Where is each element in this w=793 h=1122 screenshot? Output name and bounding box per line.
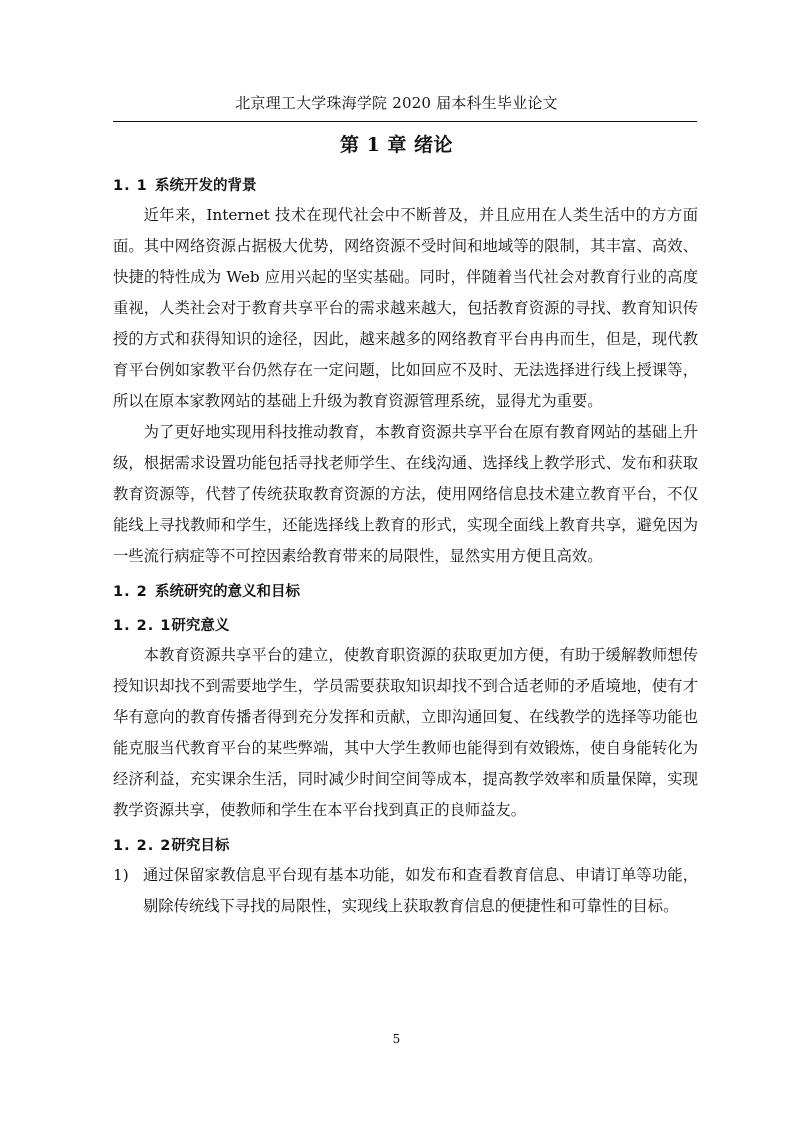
section-heading-1-2 xyxy=(113,578,698,606)
running-header: 北京理工大学珠海学院 2020 届本科生毕业论文 xyxy=(235,94,558,112)
subsection-heading-1-2-1 xyxy=(113,612,698,640)
header-divider xyxy=(113,121,697,122)
body-paragraph: 近年来，Internet 技术在现代社会中不断普及，并且应用在人类生活中的方方面面。其中网络资源占据极大优势，网络资源不受时间和地域等的限制，其丰富、高效、快捷的特性成为 Web 应用兴起的坚实基础。同时，伴随着当代社会对教育行业的高度重视，人类社会对于教育共享平台的需求越来越大，包括教育资源的寻找、教育知识传授的方式和获得知识的途径，因此，越来越多的网络教育平台冉冉而生，但是，现代教育平台例如家教平台仍然存在一定问题，比如回应不及时、无法选择进行线上授课等，所以在原本家教网站的基础上升级为教育资源管理系统，显得尤为重要。 xyxy=(113,206,698,410)
list-item-text: 通过保留家教信息平台现有基本功能，如发布和查看教育信息、申请订单等功能，剔除传统线下寻找的局限性，实现线上获取教育信息的便捷性和可靠性的目标。 xyxy=(143,866,698,915)
page-number: 5 xyxy=(392,1032,401,1046)
section-heading-1-1 xyxy=(113,172,698,200)
section-number: 1. 2 xyxy=(113,584,148,600)
body-paragraph: 为了更好地实现用科技推动教育，本教育资源共享平台在原有教育网站的基础上升级，根据需求设置功能包括寻找老师学生、在线沟通、选择线上教学形式、发布和获取教育资源等，代替了传统获取教育资源的方法，使用网络信息技术建立教育平台，不仅能线上寻找教师和学生，还能选择线上教育的形式，实现全面线上教育共享，避免因为一些流行病症等不可控因素给教育带来的局限性，显然实用方便且高效。 xyxy=(113,423,698,565)
subsection-number: 1. 2. 1 xyxy=(113,618,172,634)
subsection-number: 1. 2. 2 xyxy=(113,838,172,854)
list-item xyxy=(113,860,698,922)
subsection-title: 研究目标 xyxy=(171,838,230,854)
section-title: 系统研究的意义和目标 xyxy=(155,584,300,600)
subsection-title: 研究意义 xyxy=(171,618,230,634)
section-number: 1. 1 xyxy=(113,178,148,194)
section-title: 系统开发的背景 xyxy=(155,178,257,194)
body-paragraph: 本教育资源共享平台的建立，使教育职资源的获取更加方便，有助于缓解教师想传授知识却找不到需要地学生，学员需要获取知识却找不到合适老师的矛盾境地，使有才华有意向的教育传播者得到充分发挥和贡献，立即沟通回复、在线教学的选择等功能也能克服当代教育平台的某些弊端，其中大学生教师也能得到有效锻炼，使自身能转化为经济利益，充实课余生活，同时减少时间空间等成本，提高教学效率和质量保障，实现教学资源共享，使教师和学生在本平台找到真正的良师益友。 xyxy=(113,646,698,819)
subsection-heading-1-2-2 xyxy=(113,832,698,860)
list-marker: 1) xyxy=(113,866,129,884)
page-body xyxy=(113,172,698,922)
chapter-title: 第 1 章 绪论 xyxy=(339,134,454,156)
